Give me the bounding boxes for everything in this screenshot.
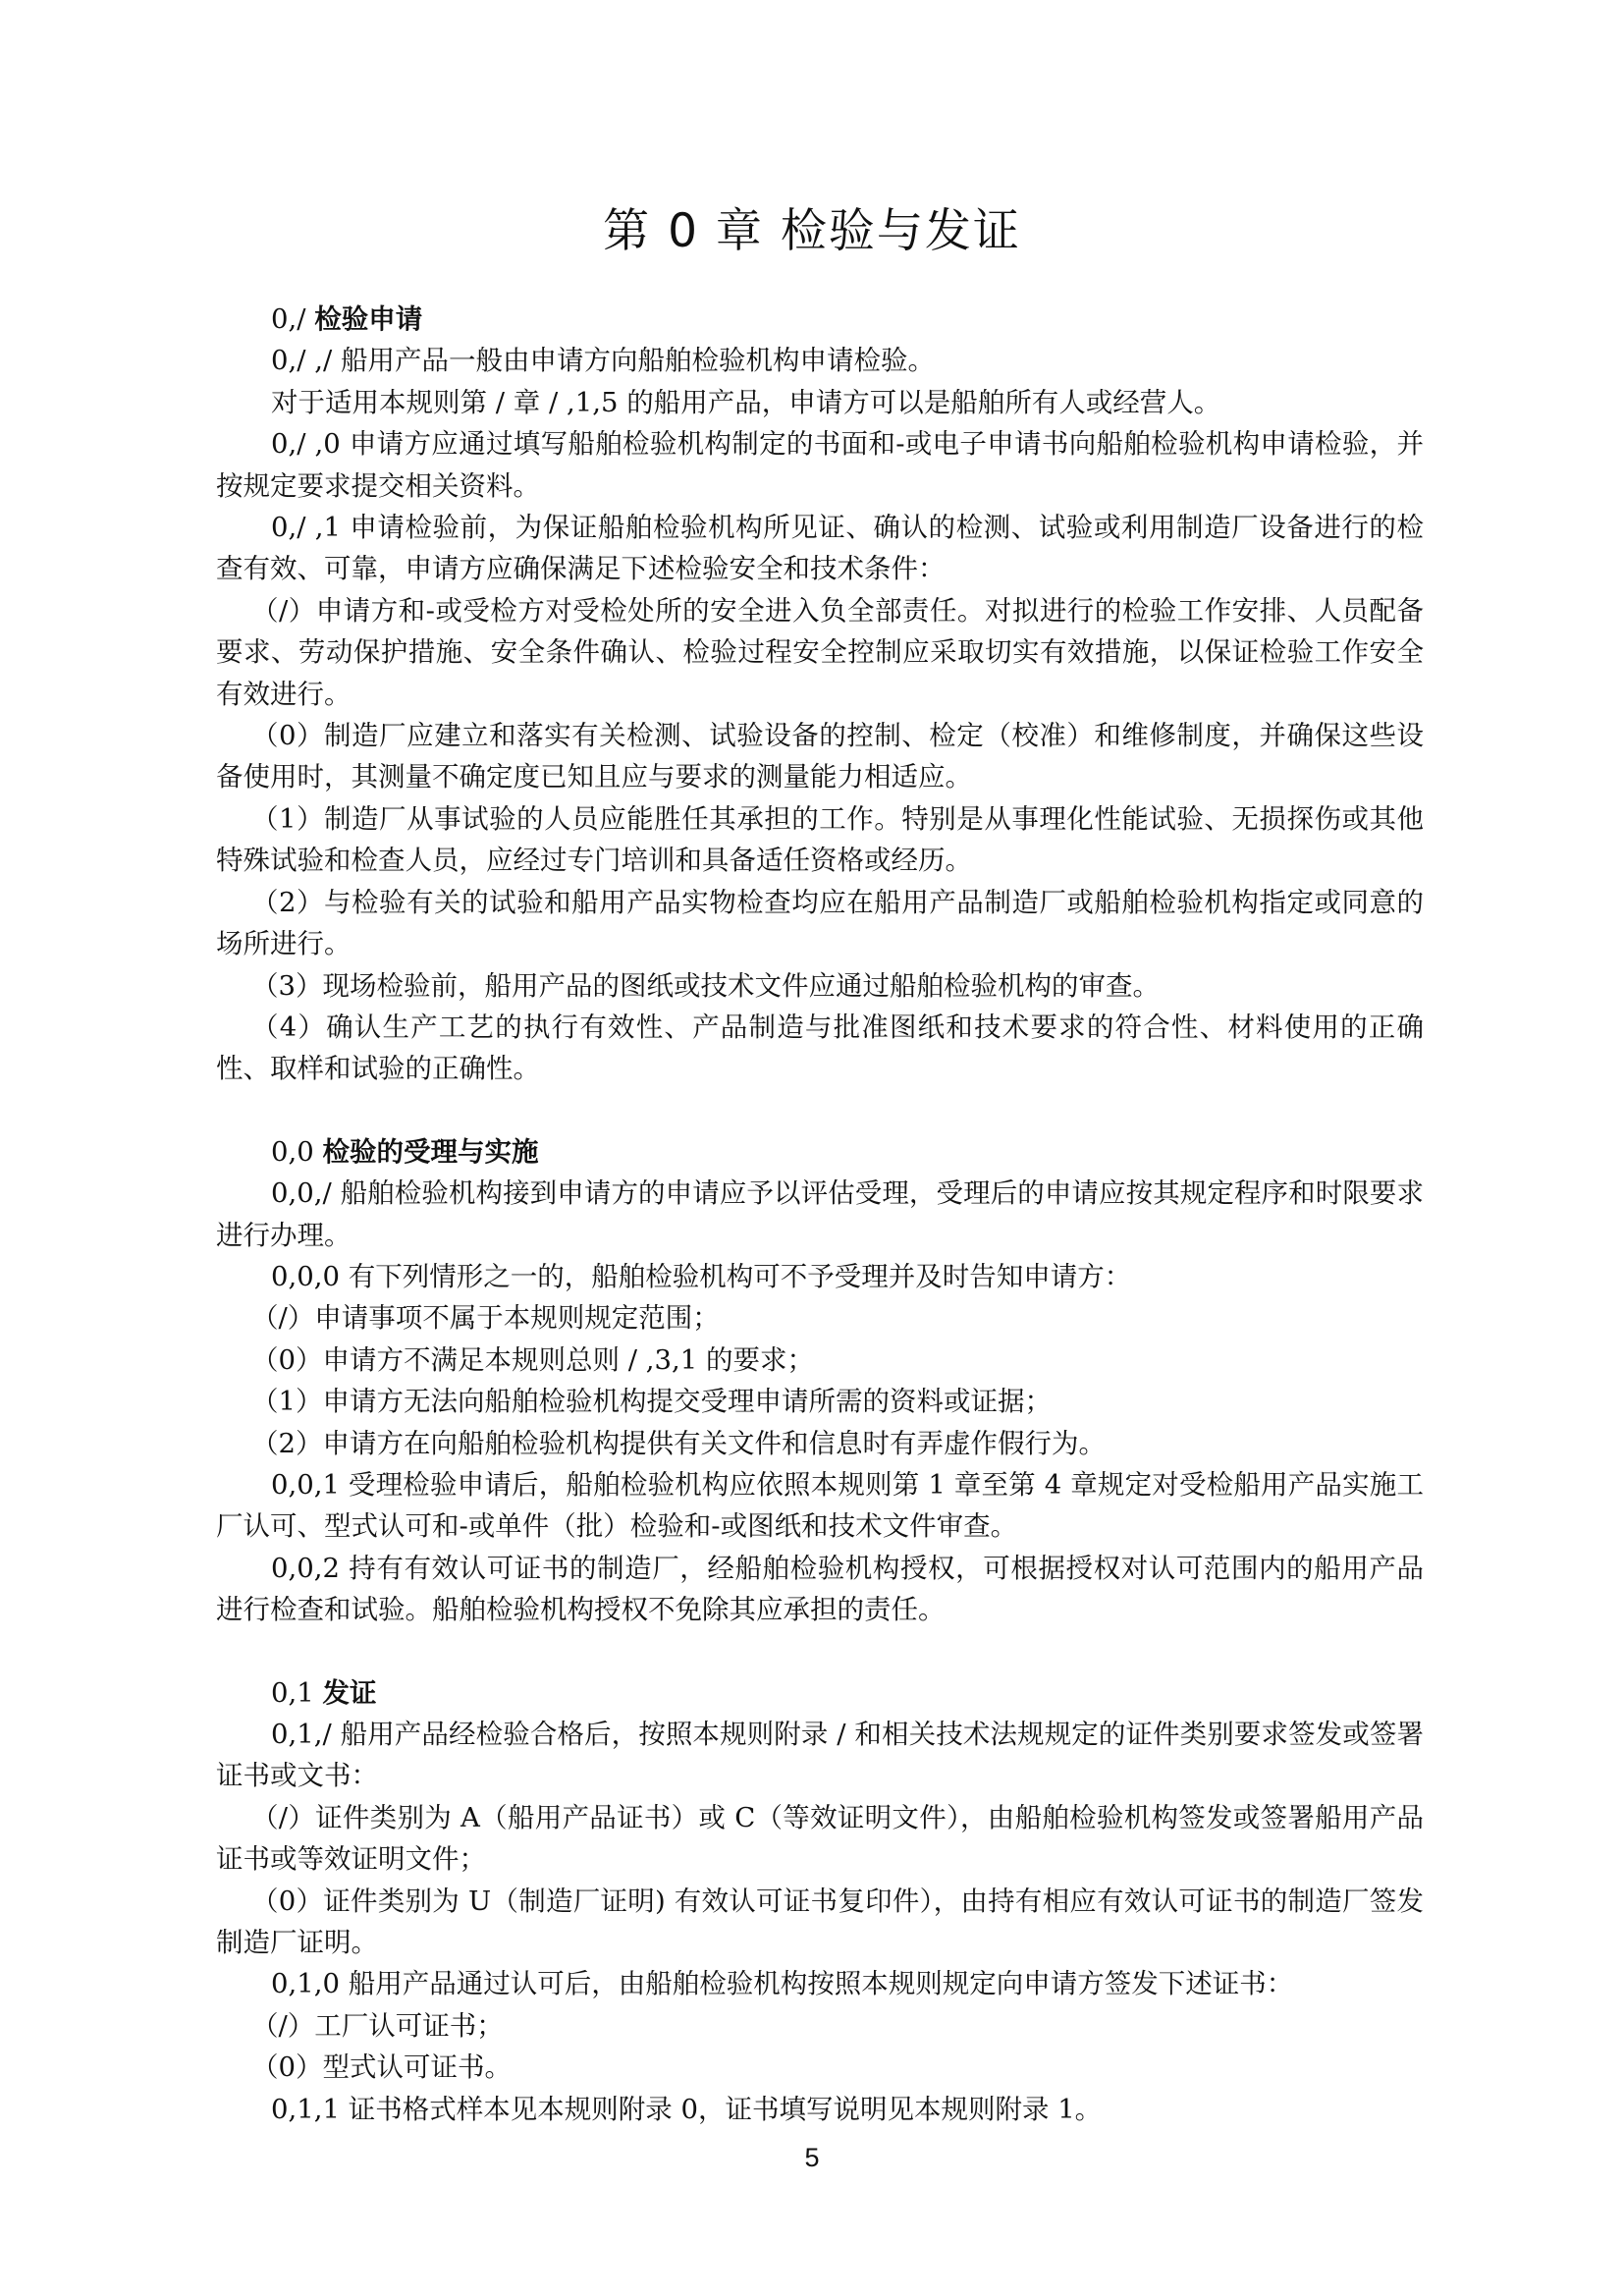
page-number: 5: [804, 2143, 820, 2172]
section-heading: [216, 1672, 1424, 1714]
list-item: （0）制造厂应建立和落实有关检测、试验设备的控制、检定（校准）和维修制度，并确保这些设备使用时，其测量不确定度已知且应与要求的测量能力相适应。: [216, 720, 1424, 793]
list-item: （/）工厂认可证书；: [251, 2009, 504, 2042]
paragraph: 0,0,2 持有有效认可证书的制造厂，经船舶检验机构授权，可根据授权对认可范围内的船用产品进行检查和试验。船舶检验机构授权不免除其应承担的责任。: [216, 1552, 1424, 1626]
section-number: 0,/: [271, 303, 306, 335]
section-title: 检验的受理与实施: [322, 1135, 539, 1168]
list-item: （2）与检验有关的试验和船用产品实物检查均应在船用产品制造厂或船舶检验机构指定或同意的场所进行。: [216, 886, 1424, 960]
document-body: [216, 299, 1424, 2130]
chapter-title: 第 0 章 检验与发证: [603, 204, 1021, 258]
section-number: 0,1: [271, 1676, 314, 1709]
paragraph: 0,/ ,1 申请检验前，为保证船舶检验机构所见证、确认的检测、试验或利用制造厂设备进行的检查有效、可靠，申请方应确保满足下述检验安全和技术条件：: [216, 512, 1424, 585]
list-item: （/）证件类别为 A（船用产品证书）或 C（等效证明文件），由船舶检验机构签发或签署船用产品证书或等效证明文件；: [216, 1801, 1424, 1876]
paragraph: 0,/ ,/ 船用产品一般由申请方向船舶检验机构申请检验。: [271, 345, 935, 377]
section-title: 检验申请: [314, 303, 423, 335]
paragraph: 0,0,1 受理检验申请后，船舶检验机构应依照本规则第 1 章至第 4 章规定对受检船用产品实施工厂认可、型式认可和-或单件（批）检验和-或图纸和技术文件审查。: [216, 1468, 1424, 1543]
section-heading: [216, 299, 1424, 340]
list-item: （0）型式认可证书。: [251, 2051, 512, 2084]
paragraph: 0,1,/ 船用产品经检验合格后，按照本规则附录 / 和相关技术法规规定的证件类别要求签发或签署证书或文书：: [216, 1719, 1424, 1792]
list-item: （1）制造厂从事试验的人员应能胜任其承担的工作。特别是从事理化性能试验、无损探伤或其他特殊试验和检查人员，应经过专门培训和具备适任资格或经历。: [216, 802, 1424, 877]
list-item: （1）申请方无法向船舶检验机构提交受理申请所需的资料或证据；: [251, 1386, 1052, 1418]
section-number: 0,0: [271, 1135, 314, 1168]
list-item: （0）证件类别为 U（制造厂证明) 有效认可证书复印件），由持有相应有效认可证书的制造厂签发制造厂证明。: [216, 1885, 1424, 1959]
paragraph: 对于适用本规则第 / 章 / ,1,5 的船用产品，申请方可以是船舶所有人或经营人。: [271, 386, 1221, 418]
paragraph: 0,/ ,0 申请方应通过填写船舶检验机构制定的书面和-或电子申请书向船舶检验机构申请检验，并按规定要求提交相关资料。: [216, 428, 1424, 502]
list-item: （/）申请事项不属于本规则规定范围；: [251, 1302, 720, 1335]
section-title: 发证: [322, 1676, 377, 1709]
list-item: （2）申请方在向船舶检验机构提供有关文件和信息时有弄虚作假行为。: [251, 1427, 1106, 1459]
paragraph: 0,1,1 证书格式样本见本规则附录 0，证书填写说明见本规则附录 1。: [271, 2093, 1103, 2125]
list-item: （3）现场检验前，船用产品的图纸或技术文件应通过船舶检验机构的审查。: [251, 969, 1160, 1002]
section-heading: [216, 1131, 1424, 1173]
paragraph: 0,0,0 有下列情形之一的，船舶检验机构可不予受理并及时告知申请方：: [271, 1260, 1132, 1292]
paragraph: 0,1,0 船用产品通过认可后，由船舶检验机构按照本规则规定向申请方签发下述证书：: [271, 1968, 1294, 2000]
list-item: （0）申请方不满足本规则总则 / ,3,1 的要求；: [251, 1343, 814, 1376]
paragraph: 0,0,/ 船舶检验机构接到申请方的申请应予以评估受理，受理后的申请应按其规定程序和时限要求进行办理。: [216, 1177, 1424, 1251]
list-item: （4）确认生产工艺的执行有效性、产品制造与批准图纸和技术要求的符合性、材料使用的正确性、取样和试验的正确性。: [216, 1011, 1424, 1085]
list-item: （/）申请方和-或受检方对受检处所的安全进入负全部责任。对拟进行的检验工作安排、人员配备要求、劳动保护措施、安全条件确认、检验过程安全控制应采取切实有效措施，以保证检验工作安全有效进行。: [216, 594, 1424, 710]
